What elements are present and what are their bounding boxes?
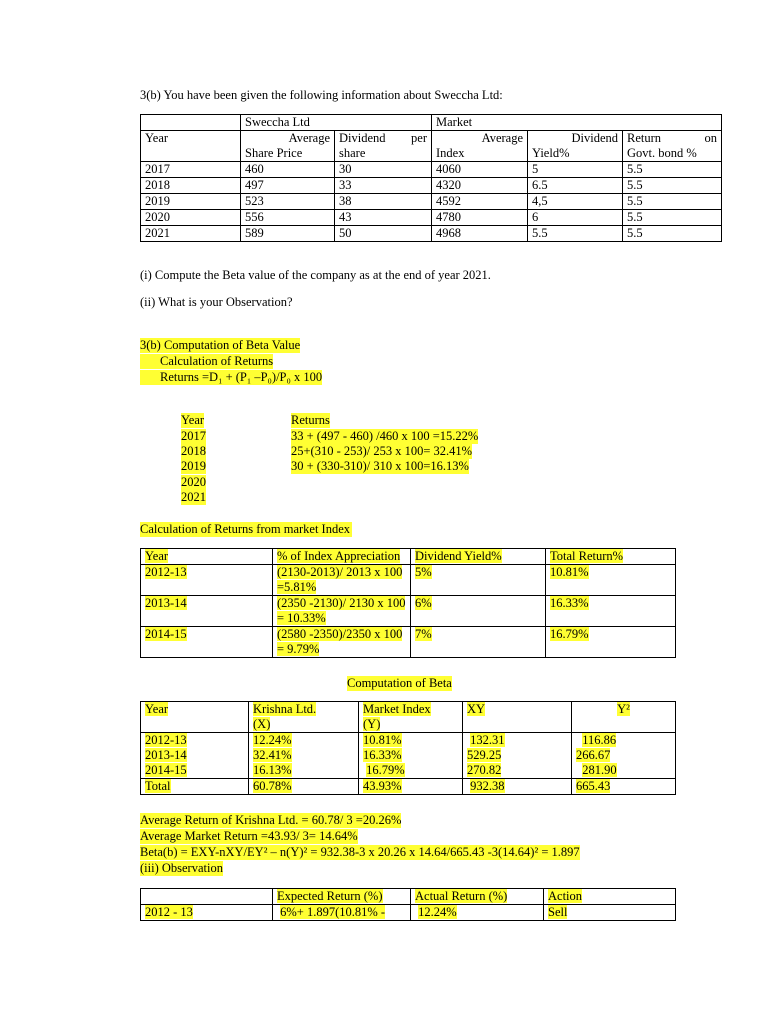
sweccha-data-table bbox=[140, 114, 722, 242]
returns-calc: 30 + (330-310)/ 310 x 100=16.13% bbox=[291, 459, 469, 473]
avg-return-company: Average Return of Krishna Ltd. = 60.78/ 3 =20.26% bbox=[140, 813, 402, 827]
table-row: 2014-15 (2580 -2350)/2350 x 100 = 9.79% 7% 16.79% bbox=[141, 627, 676, 658]
header-dividend-per-share: Dividend per share bbox=[335, 131, 432, 162]
market-returns-table: Year % of Index Appreciation Dividend Yield% Total Return% 2012-13 (2130-2013)/ 2013 x 100 =5.81% 5% 10.81% 2013-14 (2350 -2130)/ 2130 x 100 = 10.33% 6% 16.33% 2014-15 (2580 -2350)/2350 x 100 = 9.79% 7% 16.79% bbox=[140, 548, 676, 658]
table-row: 2021 589 50 4968 5.5 5.5 bbox=[141, 226, 722, 242]
intro-text: 3(b) You have been given the following information about Sweccha Ltd: bbox=[140, 88, 503, 102]
table-row: 2012-13 (2130-2013)/ 2013 x 100 =5.81% 5% 10.81% bbox=[141, 565, 676, 596]
returns-year: 2020 bbox=[181, 475, 206, 489]
header-govt-bond-return: Return on Govt. bond % bbox=[623, 131, 722, 162]
table-row: 2017 460 30 4060 5 5.5 bbox=[141, 162, 722, 178]
beta-title: Computation of Beta bbox=[347, 676, 452, 690]
header-avg-index: Average Index bbox=[432, 131, 528, 162]
table-row: 2012 - 13 6%+ 1.897(10.81% - 12.24% Sell bbox=[141, 905, 676, 921]
table-row: 2018 497 33 4320 6.5 5.5 bbox=[141, 178, 722, 194]
question-1: (i) Compute the Beta value of the company as at the end of year 2021. bbox=[140, 268, 491, 282]
avg-market-return: Average Market Return =43.93/ 3= 14.64% bbox=[140, 829, 358, 843]
returns-header-returns: Returns bbox=[291, 413, 330, 427]
returns-calc: 25+(310 - 253)/ 253 x 100= 32.41% bbox=[291, 444, 473, 458]
market-returns-title: Calculation of Returns from market Index bbox=[140, 522, 351, 536]
table-row: 2020 556 43 4780 6 5.5 bbox=[141, 210, 722, 226]
group-header-company: Sweccha Ltd bbox=[241, 115, 432, 131]
observation-heading: (iii) Observation bbox=[140, 861, 223, 875]
returns-year: 2021 bbox=[181, 490, 206, 504]
header-avg-share-price: Average Share Price bbox=[241, 131, 335, 162]
table-row: 2013-14 (2350 -2130)/ 2130 x 100 = 10.33% 6% 16.33% bbox=[141, 596, 676, 627]
group-header-market: Market bbox=[432, 115, 722, 131]
question-2: (ii) What is your Observation? bbox=[140, 295, 293, 309]
beta-formula: Beta(b) = EXY-nXY/EY² – n(Y)² = 932.38-3 x 20.26 x 14.64/665.43 -3(14.64)² = 1.897 bbox=[140, 845, 580, 859]
table-row: Total 60.78% 43.93% 932.38 665.43 bbox=[141, 779, 676, 795]
header-dividend-yield: Dividend Yield% bbox=[528, 131, 623, 162]
table-row: 2019 523 38 4592 4,5 5.5 bbox=[141, 194, 722, 210]
returns-year: 2018 bbox=[181, 444, 206, 458]
observation-table: Expected Return (%) Actual Return (%) Action 2012 - 13 6%+ 1.897(10.81% - 12.24% Sell bbox=[140, 888, 676, 921]
returns-formula: Returns =D₁ + (P₁ –P₀)/P₀ x 100 bbox=[140, 370, 322, 385]
returns-year: 2017 bbox=[181, 429, 206, 443]
table-row: 2012-13 2013-14 2014-15 12.24% 32.41% 16.13% 10.81% 16.33% 16.79% 132.31 529.25 270.82 116.86 266.67 281.90 bbox=[141, 733, 676, 779]
returns-header-year: Year bbox=[181, 413, 205, 427]
returns-year: 2019 bbox=[181, 459, 206, 473]
returns-calc: 33 + (497 - 460) /460 x 100 =15.22% bbox=[291, 429, 479, 443]
solution-title: 3(b) Computation of Beta Value bbox=[140, 338, 301, 352]
header-year: Year bbox=[141, 131, 241, 162]
solution-subtitle: Calculation of Returns bbox=[140, 354, 273, 369]
beta-table: Year Krishna Ltd. (X) Market Index (Y) XY Y² 2012-13 2013-14 2014-15 12.24% 32.41% 16.13% 10.81% 16.33% 16.79% 132.31 529.25 270.82 116.86 266.67 281.90 Total 60.78% 43.93% 932.38 665.43 bbox=[140, 701, 676, 795]
